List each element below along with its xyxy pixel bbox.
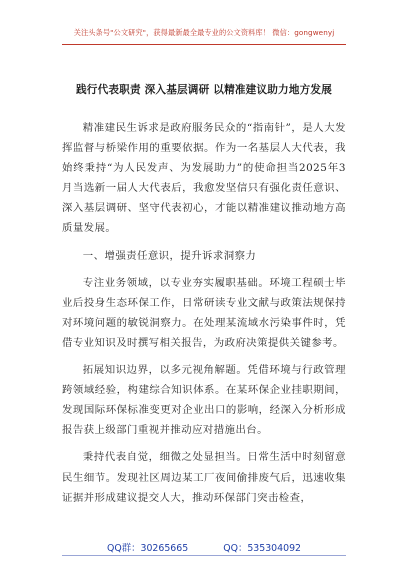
footer-qq: QQ：535304092 (223, 543, 302, 554)
header-banner: 关注头条号"公文研究"，获得最新最全最专业的公文资料库！ 微信：gongwenyj (73, 28, 335, 37)
paragraph: 秉持代表自觉，细微之处显担当。日常生活中时刻留意民生细节。发现社区周边某工厂夜间偷排废气后，迅速收集证据并形成建议提交人大，推动环保部门突击检查， (62, 451, 346, 504)
section-heading: 一、增强责任意识，提升诉求洞察力 (82, 249, 257, 262)
footer-contacts (0, 540, 408, 554)
document-title: 践行代表职责 深入基层调研 以精准建议助力地方发展 (75, 84, 333, 96)
footer-divider (62, 555, 346, 556)
footer-qq-group: QQ群：30265665 (106, 543, 189, 554)
document-body (62, 118, 346, 515)
paragraph: 拓展知识边界，以多元视角解题。凭借环境与行政管理跨领域经验，构建综合知识体系。在某环保企业挂职期间，发现国际环保标准变更对企业出口的影响，经深入分析形成报告获上级部门重视并推动应对措施出台。 (62, 364, 346, 437)
paragraph-intro: 精准建民生诉求是政府服务民众的“指南针”，是人大发挥监督与桥梁作用的重要依据。作为一名基层人大代表，我始终秉持“为人民发声、为发展助力”的使命担当2025年3月当选新一届人大代表后，我愈发坚信只有强化责任意识、深入基层调研、坚守代表初心，才能以精准建议推动地方高质量发展。 (62, 122, 346, 235)
header-divider (62, 44, 346, 45)
paragraph: 专注业务领域，以专业夯实履职基础。环境工程硕士毕业后投身生态环保工作，日常研读专业文献与政策法规保持对环境问题的敏锐洞察力。在处理某流域水污染事件时，凭借专业知识及时撰写相关报告，为政府决策提供关键参考。 (62, 276, 346, 349)
